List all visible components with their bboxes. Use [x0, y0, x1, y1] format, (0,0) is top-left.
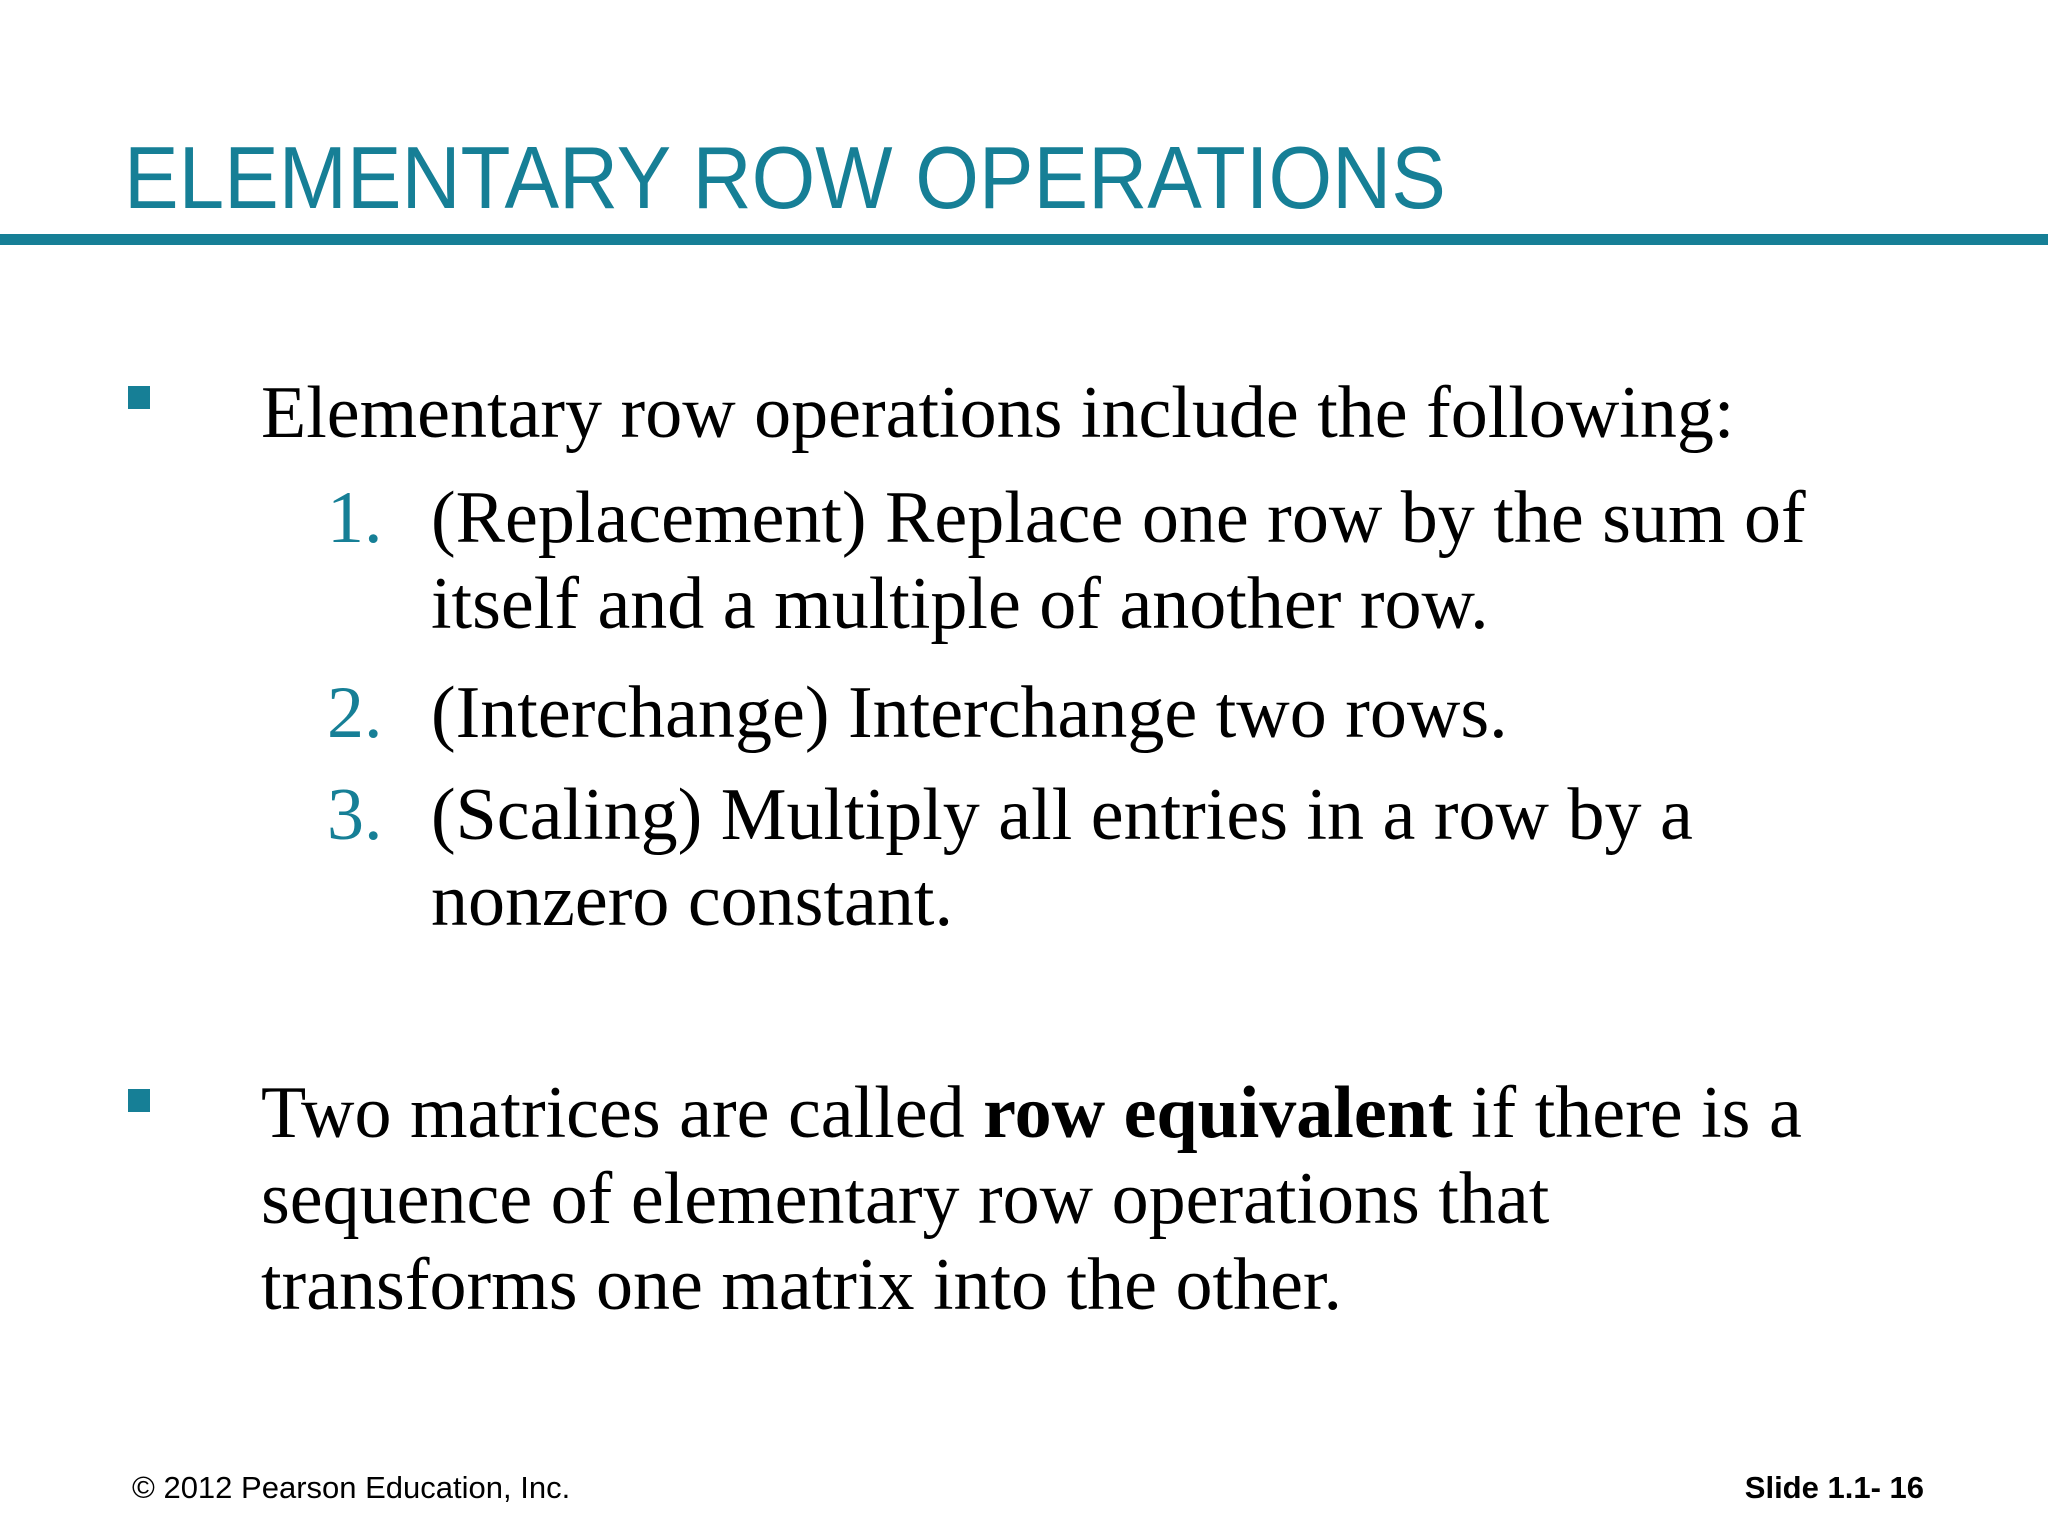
slide-title: ELEMENTARY ROW OPERATIONS	[124, 128, 1446, 227]
bullet-2-line: sequence of elementary row operations that	[261, 1158, 1550, 1240]
list-item-number: 3.	[327, 774, 383, 856]
term-row-equivalent: row equivalent	[983, 1072, 1453, 1154]
list-item-number: 2.	[327, 672, 383, 754]
list-item-line: nonzero constant.	[431, 860, 953, 942]
bullet-2-before: Two matrices are called	[261, 1072, 984, 1154]
list-item-line: itself and a multiple of another row.	[431, 563, 1489, 645]
bullet-2-line: transforms one matrix into the other.	[261, 1244, 1342, 1326]
footer-copyright: © 2012 Pearson Education, Inc.	[132, 1470, 571, 1505]
bullet-2-line	[261, 1070, 2021, 1156]
list-item-line: (Replacement) Replace one row by the sum of	[431, 477, 1806, 559]
list-item-line: (Scaling) Multiply all entries in a row by a	[431, 774, 1693, 856]
bullet-2-text	[261, 1070, 2021, 1328]
square-bullet-icon	[128, 1089, 150, 1112]
footer-slide-number: Slide 1.1- 16	[1744, 1470, 1924, 1505]
square-bullet-icon	[128, 386, 150, 409]
bullet-2-after: if there is a	[1452, 1072, 1802, 1154]
title-divider	[0, 234, 2048, 245]
list-item-number: 1.	[327, 477, 383, 559]
list-item-line: (Interchange) Interchange two rows.	[431, 672, 1508, 754]
bullet-1-text: Elementary row operations include the following:	[261, 372, 1735, 454]
